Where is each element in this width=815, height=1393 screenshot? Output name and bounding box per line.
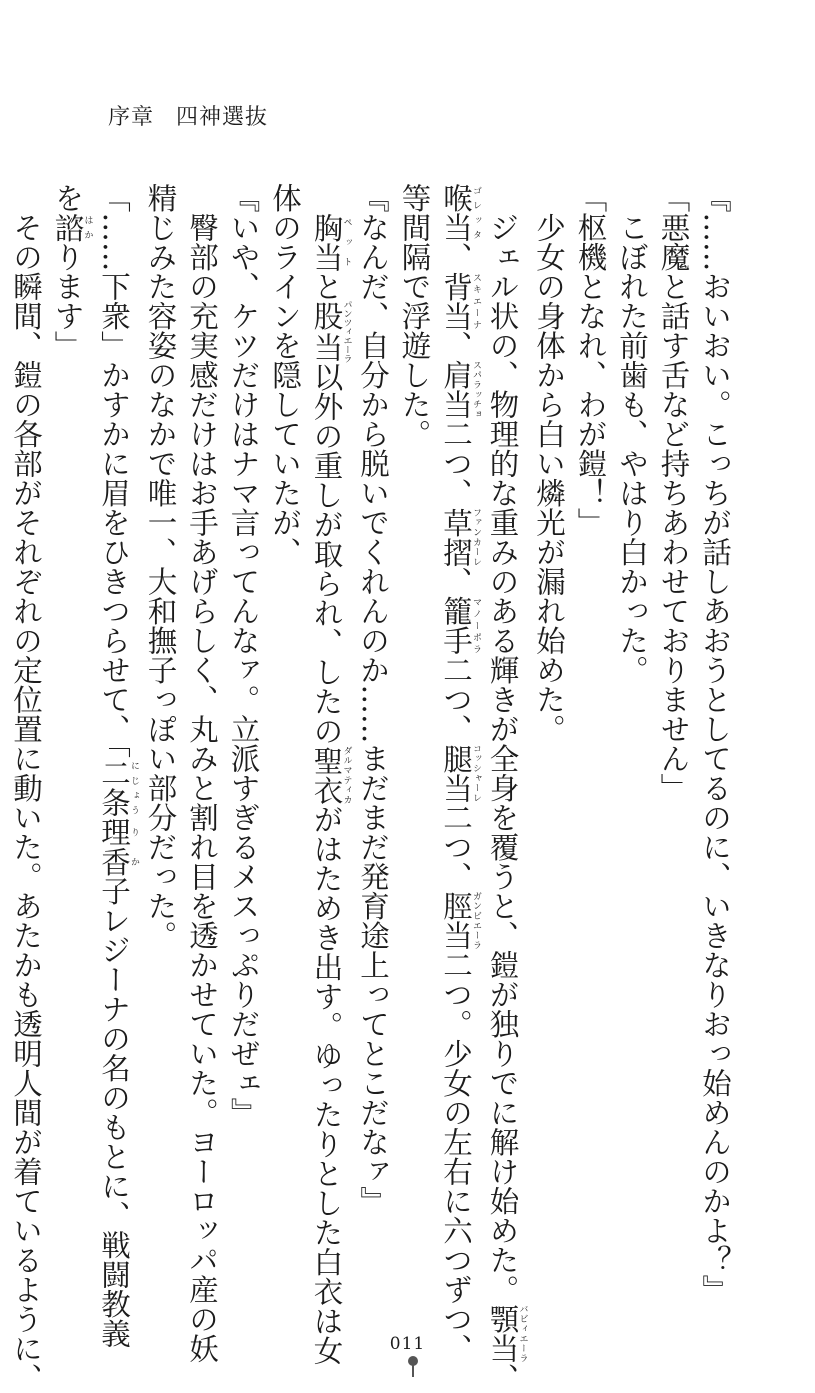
text-line: 「悪魔と話す舌など持ちあわせておりません」 — [656, 183, 691, 803]
text-line: 「……下衆」かすかに眉をひきつらせて、「二条にじょう理り香か子レジーナの名のもとに、戦闘教義 — [97, 183, 139, 1349]
text-line: 精じみた容姿のなかで唯一、大和撫子っぽい部分だった。 — [143, 183, 178, 950]
ruby-word: 股当パンツィエーラ — [309, 300, 352, 363]
text-line: 体のラインを隠していたが、 — [268, 183, 302, 567]
text-line: 『なんだ、自分から脱いでくれんのか……まだまだ発育途上ってとこだなァ』 — [356, 183, 390, 1216]
running-header — [108, 100, 268, 131]
ruby-word: 腿当コッシャーレ — [439, 743, 481, 803]
ruby-word: 脛当ガンビエーラ — [439, 891, 481, 950]
text-line: 臀部の充実感だけはお手あげらしく、丸みと割れ目を透かせていた。ヨーロッパ産の妖 — [185, 183, 219, 1363]
text-line: 『……おいおい。こっちが話しあおうとしてるのに、いきなりおっ始めんのかよ？』 — [698, 183, 732, 1304]
ruby-word: 二条にじょう — [97, 758, 139, 818]
text-line: を諮はかります」 — [50, 183, 93, 360]
ruby-word: 肩当スパラッチョ — [439, 360, 481, 419]
ruby-word: 背当スキエーナ — [439, 271, 481, 331]
ruby-word: 籠手マノーポラ — [439, 596, 481, 655]
text-line: ジェル状の、物理的な重みのある輝きが全身を覆うと、鎧が独りでに解け始めた。顎当バビィエーラ、 — [485, 183, 528, 1393]
ruby-word: 胸当ペット — [309, 212, 352, 272]
ruby-word: 聖衣ダルマティカ — [309, 745, 352, 805]
text-line: 等間隔で浮遊した。 — [397, 183, 432, 449]
ruby-word: 草摺ファンカーレ — [439, 507, 481, 567]
text-line: 「枢機となれ、わが鎧！」 — [573, 183, 608, 537]
text-line: その瞬間、鎧の各部がそれぞれの定位置に動いた。あたかも透明人間が着ているように、 — [9, 183, 43, 1393]
text-line: 少女の身体から白い燐光が漏れ始めた。 — [532, 183, 566, 744]
text-line: こぼれた前歯も、やはり白かった。 — [615, 183, 649, 685]
chapter-label: 序章 — [108, 105, 155, 130]
text-line: 喉当ゴレッタ、背当スキエーナ、肩当スパラッチョ二つ、草摺ファンカーレ、籠手マノーポラ二つ、腿当コッシャーレ二つ、脛当ガンビエーラ二つ。少女の左右に六つずつ、 — [439, 183, 481, 1363]
text-line: 胸当ペットと股当パンツィエーラ以外の重しが取られ、したの聖衣ダルマティカがはためき出す。ゆったりとした白衣は女 — [309, 212, 352, 1365]
page-number: 011 — [389, 1334, 426, 1354]
chapter-title: 四神選抜 — [176, 105, 269, 130]
ruby-word: 諮はか — [50, 212, 93, 242]
ruby-word: 香か — [97, 846, 139, 877]
ruby-word: 喉当ゴレッタ — [439, 183, 481, 242]
text-line: 『いや、ケツだけはナマ言ってんなァ。立派すぎるメスっぷりだぜェ』 — [226, 183, 261, 1127]
ruby-word: 顎当バビィエーラ — [485, 1304, 528, 1363]
ruby-word: 理り — [97, 817, 139, 847]
